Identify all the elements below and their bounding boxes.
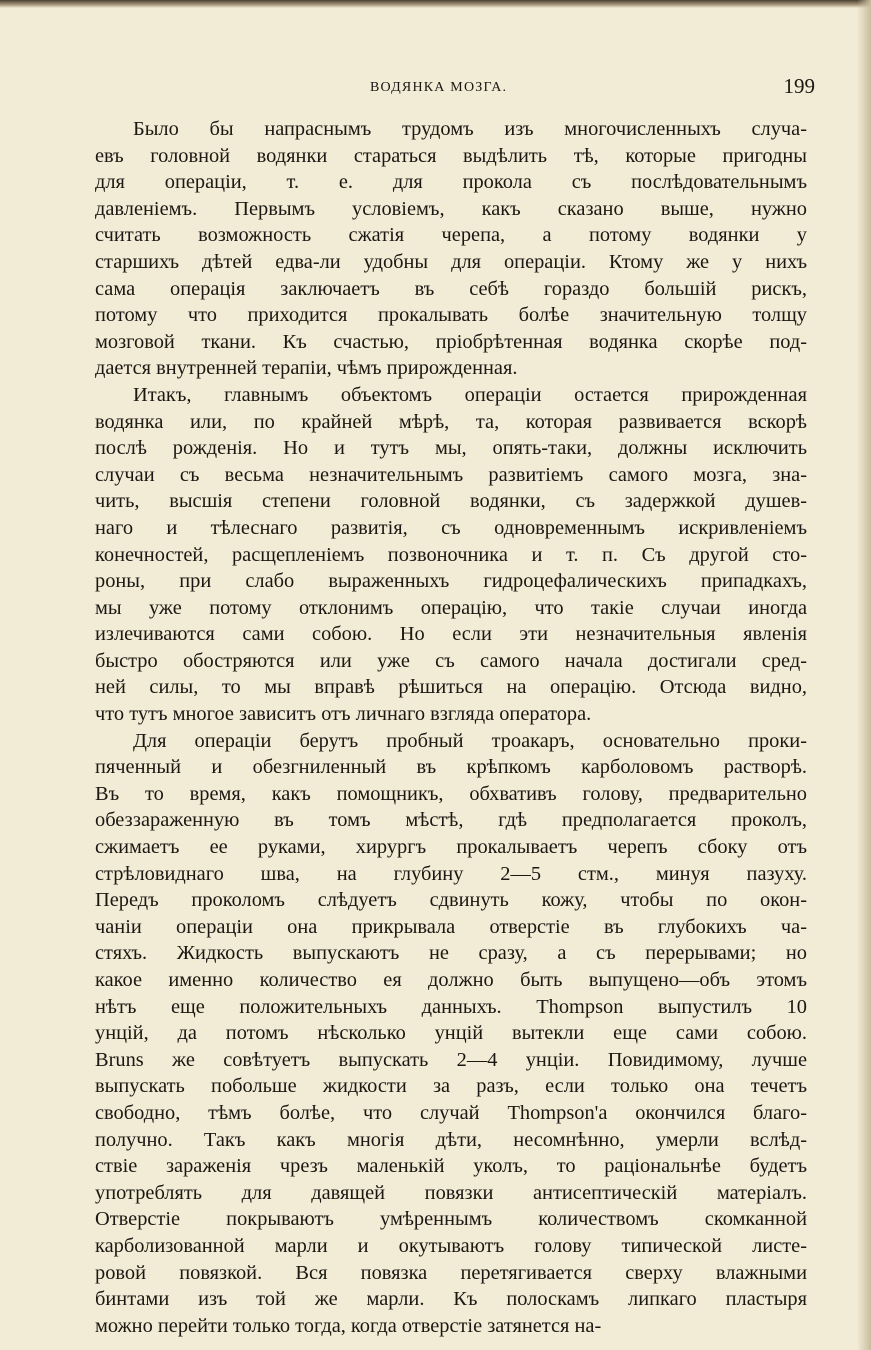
text-line: чить, высшія степени головной водянки, съ задержкой душев- [95,490,807,513]
text-line: евъ головной водянки стараться выдѣлить тѣ, которые пригодны [95,144,807,167]
text-line: излечиваются сами собою. Но если эти незначительныя явленія [95,623,807,646]
text-line: чаніи операціи она прикрывала отверстіе въ глубокихъ ча- [95,915,807,938]
text-line: роны, при слабо выраженныхъ гидроцефалическихъ припадкахъ, [95,570,807,593]
text-line: мы уже потому отклонимъ операцію, что такіе случаи иногда [95,596,807,619]
text-line: Передъ проколомъ слѣдуетъ сдвинуть кожу, чтобы по окон- [95,889,807,912]
text-line: конечностей, расщепленіемъ позвоночника и т. п. Съ другой сто- [95,543,807,566]
text-line: унцій, да потомъ нѣсколько унцій вытекли еще сами собою. [95,1022,807,1045]
text-line: нѣтъ еще положительныхъ данныхъ. Thompson выпустилъ 10 [95,995,807,1018]
text-line: получно. Такъ какъ многія дѣти, несомнѣнно, умерли вслѣд- [95,1128,807,1151]
text-line: сжимаетъ ее руками, хирургъ прокалываетъ черепъ сбоку отъ [95,836,807,859]
text-line: Итакъ, главнымъ объектомъ операціи остается прирожденная [133,383,807,406]
text-line: Въ то время, какъ помощникъ, обхвативъ голову, предварительно [95,782,807,805]
page-top-edge [0,0,871,8]
text-line: что тутъ многое зависитъ отъ личнаго взгляда оператора. [95,703,592,726]
paragraph [95,728,807,1340]
text-line: случаи съ весьма незначительнымъ развитіемъ самого мозга, зна- [95,463,807,486]
text-line: сама операція заключаетъ въ себѣ гораздо большій рискъ, [95,277,807,300]
text-line: обеззараженную въ томъ мѣстѣ, гдѣ предполагается проколъ, [95,809,807,832]
text-line: ней силы, то мы вправѣ рѣшиться на операцію. Отсюда видно, [95,676,807,699]
text-line: для операціи, т. е. для прокола съ послѣдовательнымъ [95,171,807,194]
text-line: быстро обостряются или уже съ самого начала достигали сред- [95,649,807,672]
text-line: Было бы напраснымъ трудомъ изъ многочисленныхъ случа- [133,118,807,140]
page-number: 199 [783,74,815,98]
text-line: бинтами изъ той же марли. Къ полоскамъ липкаго пластыря [95,1288,807,1311]
text-line: свободно, тѣмъ болѣе, что случай Thompson'а окончился благо- [95,1101,807,1124]
text-line: мозговой ткани. Къ счастью, пріобрѣтенная водянка скорѣе под- [95,330,807,353]
page-right-shadow [857,0,871,1350]
text-line: послѣ рожденія. Но и тутъ мы, опять-таки, должны исключить [95,437,807,460]
text-line: наго и тѣлеснаго развитія, съ одновременнымъ искривленіемъ [95,516,807,539]
text-line: карболизованной марли и окутываютъ голову типической листе- [95,1234,807,1257]
text-line: стрѣловиднаго шва, на глубину 2—5 стм., минуя пазуху. [95,862,807,885]
text-line: водянка или, по крайней мѣрѣ, та, которая развивается вскорѣ [95,410,807,433]
text-line: Bruns же совѣтуетъ выпускать 2—4 унціи. Повидимому, лучше [95,1048,807,1071]
text-line: выпускать побольше жидкости за разъ, если только она течетъ [95,1075,807,1098]
text-line: давленіемъ. Первымъ условіемъ, какъ сказано выше, нужно [95,197,807,220]
text-line: пяченный и обезгниленный въ крѣпкомъ карболовомъ растворѣ. [95,756,807,779]
text-line: Отверстіе покрываютъ умѣреннымъ количествомъ скомканной [95,1208,807,1231]
text-line: Для операціи берутъ пробный троакаръ, основательно проки- [133,729,807,752]
paragraph [95,116,807,382]
text-line: можно перейти только тогда, когда отверстіе затянется на- [95,1314,602,1337]
text-line: старшихъ дѣтей едва-ли удобны для операціи. Ктому же у нихъ [95,250,807,273]
text-line: ствіе зараженія чрезъ маленькій уколъ, то раціональнѣе будетъ [95,1155,807,1178]
page-header [0,74,871,104]
text-line: считать возможность сжатія черепа, а потому водянки у [95,224,807,247]
text-line: стяхъ. Жидкость выпускаютъ не сразу, а съ перерывами; но [95,942,807,965]
body-text [95,116,807,1339]
text-line: употреблять для давящей повязки антисептическій матеріалъ. [95,1181,807,1204]
text-line: какое именно количество ея должно быть выпущено—объ этомъ [95,969,807,991]
text-line: потому что приходится прокалывать болѣе значительную толщу [95,304,807,327]
text-line: ровой повязкой. Вся повязка перетягивается сверху влажными [95,1261,807,1284]
text-line: дается внутренней терапіи, чѣмъ прирожденная. [95,357,518,380]
running-title: ВОДЯНКА МОЗГА. [370,80,508,95]
paragraph [95,382,807,728]
